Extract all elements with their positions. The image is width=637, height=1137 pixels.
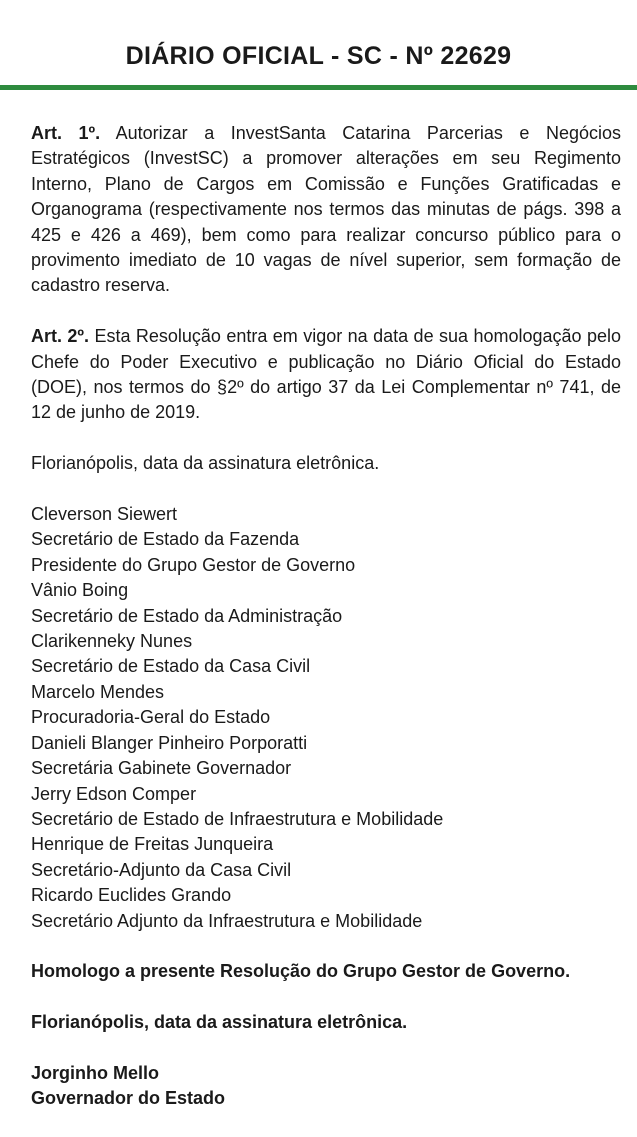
header-divider	[0, 85, 637, 90]
place-date: Florianópolis, data da assinatura eletrônica.	[31, 453, 380, 474]
signer-line: Clarikenneky Nunes	[31, 631, 193, 652]
article-2	[31, 324, 621, 426]
signer-line: Marcelo Mendes	[31, 681, 165, 702]
governor-signature	[31, 1061, 621, 1112]
article-2-label: Art. 2º.	[31, 326, 90, 347]
article-2-text: Esta Resolução entra em vigor na data de sua homologação pelo Chefe do Poder Executivo e publicação no Diário Oficial do Estado (DOE), nos termos do §2º do artigo 37 da Lei Complementar nº 741, de 12 de junho de 2019.	[31, 326, 621, 423]
page-header	[0, 0, 637, 88]
signer-line: Secretário de Estado da Casa Civil	[31, 656, 311, 677]
article-1	[31, 121, 621, 299]
signer-line: Presidente do Grupo Gestor de Governo	[31, 554, 356, 575]
signer-line: Secretário de Estado da Administração	[31, 605, 343, 626]
signer-line: Cleverson Siewert	[31, 504, 178, 525]
homologation-statement: Homologo a presente Resolução do Grupo Gestor de Governo.	[31, 961, 571, 982]
article-1-label: Art. 1º.	[31, 123, 101, 143]
signers-list	[31, 502, 621, 934]
signer-line: Secretário de Estado de Infraestrutura e Mobilidade	[31, 808, 444, 829]
page-title: DIÁRIO OFICIAL - SC - Nº 22629	[125, 42, 512, 70]
signer-line: Secretário de Estado da Fazenda	[31, 529, 300, 550]
governor-name: Jorginho Mello	[31, 1062, 159, 1083]
signer-line: Jerry Edson Comper	[31, 783, 197, 804]
signer-line: Secretário-Adjunto da Casa Civil	[31, 859, 292, 880]
document-body	[31, 121, 621, 1137]
final-place-date: Florianópolis, data da assinatura eletrônica.	[31, 1012, 408, 1033]
article-1-text: Autorizar a InvestSanta Catarina Parcerias e Negócios Estratégicos (InvestSC) a promover alterações em seu Regimento Interno, Plano de Cargos em Comissão e Funções Gratificadas e Organograma (respectivamente nos termos das minutas de págs. 398 a 425 e 426 a 469), bem como para realizar concurso público para o provimento imediato de 10 vagas de nível superior, sem formação de cadastro reserva.	[31, 123, 621, 296]
governor-title: Governador do Estado	[31, 1088, 226, 1109]
signer-line: Ricardo Euclides Grando	[31, 885, 232, 906]
signer-line: Vânio Boing	[31, 580, 129, 601]
signer-line: Henrique de Freitas Junqueira	[31, 834, 274, 855]
signer-line: Secretária Gabinete Governador	[31, 758, 292, 779]
signer-line: Danieli Blanger Pinheiro Porporatti	[31, 732, 308, 753]
signer-line: Secretário Adjunto da Infraestrutura e Mobilidade	[31, 910, 423, 931]
signer-line: Procuradoria-Geral do Estado	[31, 707, 271, 728]
